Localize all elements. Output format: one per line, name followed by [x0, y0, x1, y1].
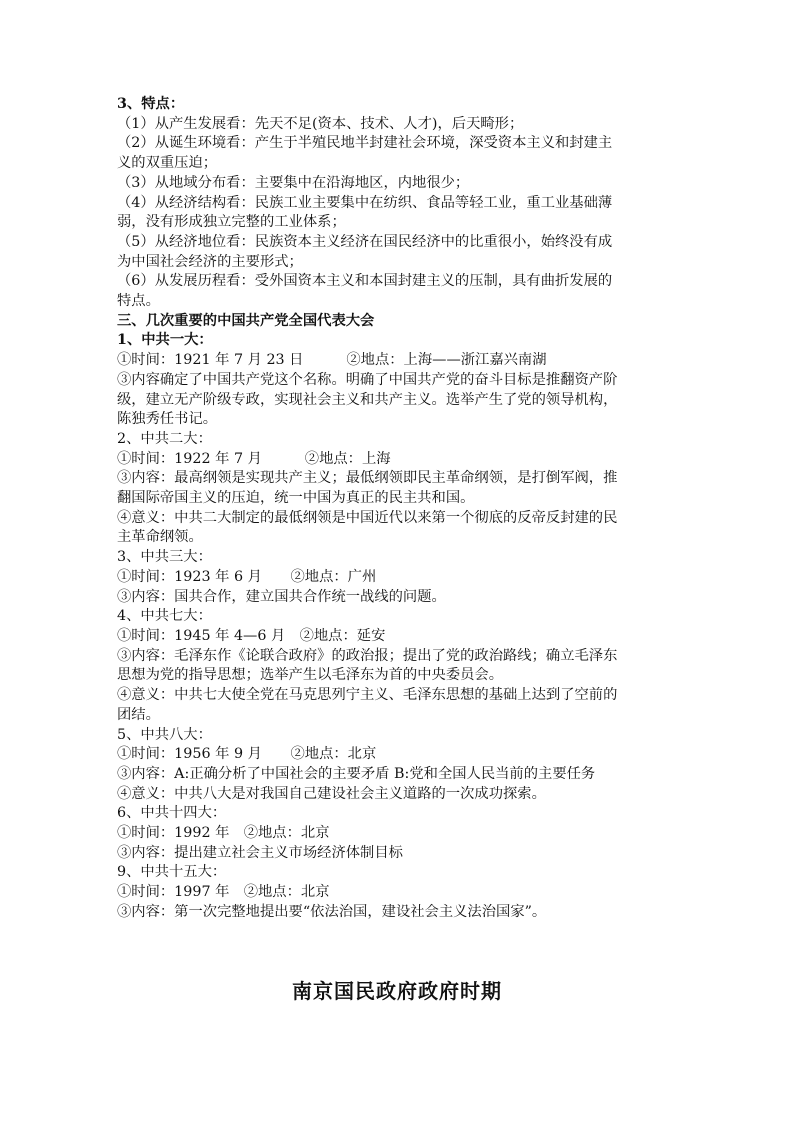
text-line: ③内容：毛泽东作《论联合政府》的政治报；提出了党的政治路线；确立毛泽东: [117, 647, 618, 664]
text-line: （1）从产生发展看：先天不足(资本、技术、人才)，后天畸形；: [117, 115, 524, 132]
text-line: ①时间：1956 年 9 月 ②地点：北京: [117, 746, 377, 763]
document-body: [117, 95, 677, 923]
text-line: （5）从经济地位看：民族资本主义经济在国民经济中的比重很小，始终没有成: [117, 233, 613, 250]
text-line: 级，建立无产阶级专政，实现社会主义和共产主义。选举产生了党的领导机构，: [117, 391, 618, 408]
text-line: ③内容：最高纲领是实现共产主义；最低纲领即民主革命纲领，是打倒军阀，推: [117, 470, 618, 487]
text-line: 义的双重压迫；: [117, 155, 218, 172]
subheading-third-congress: 3、中共三大：: [117, 549, 212, 566]
subheading-eighth-congress: 5、中共八大：: [117, 726, 212, 743]
text-line: 团结。: [117, 706, 160, 723]
text-line: ①时间：1997 年 ②地点：北京: [117, 884, 330, 901]
text-line: ①时间：1922 年 7 月 ②地点：上海: [117, 450, 391, 467]
text-line: ③内容：国共合作，建立国共合作统一战线的问题。: [117, 588, 446, 605]
text-line: ①时间：1923 年 6 月 ②地点：广州: [117, 568, 377, 585]
subheading-fifteenth-congress: 9、中共十五大：: [117, 864, 227, 881]
subheading-first-congress: 1、中共一大：: [117, 332, 213, 349]
section-heading-congresses: 三、几次重要的中国共产党全国代表大会: [117, 312, 375, 329]
text-line: （2）从诞生环境看：产生于半殖民地半封建社会环境，深受资本主义和封建主: [117, 135, 613, 152]
text-line: 主革命纲领。: [117, 529, 203, 546]
text-line: 弱，没有形成独立完整的工业体系；: [117, 214, 346, 231]
subheading-fourteenth-congress: 6、中共十四大：: [117, 805, 227, 822]
text-line: ③内容：A:正确分析了中国社会的主要矛盾 B:党和全国人民当前的主要任务: [117, 765, 596, 782]
text-line: 翻国际帝国主义的压迫，统一中国为真正的民主共和国。: [117, 490, 475, 507]
text-line: 陈独秀任书记。: [117, 411, 218, 428]
text-line: ③内容确定了中国共产党这个名称。明确了中国共产党的奋斗目标是推翻资产阶: [117, 371, 618, 388]
text-line: （4）从经济结构看：民族工业主要集中在纺织、食品等轻工业，重工业基础薄: [117, 194, 613, 211]
section-heading-features: 3、特点：: [117, 96, 185, 112]
chapter-title: 南京国民政府政府时期: [292, 979, 502, 1003]
subheading-seventh-congress: 4、中共七大：: [117, 608, 212, 625]
text-line: ①时间：1992 年 ②地点：北京: [117, 825, 330, 842]
text-line: ③内容：第一次完整地提出要“依法治国，建设社会主义法治国家”。: [117, 903, 547, 920]
text-line: ④意义：中共七大使全党在马克思列宁主义、毛泽东思想的基础上达到了空前的: [117, 687, 618, 704]
subheading-second-congress: 2、中共二大：: [117, 430, 212, 447]
text-line: ①时间：1945 年 4—6 月 ②地点：延安: [117, 627, 386, 644]
text-line: （3）从地域分布看：主要集中在沿海地区，内地很少；: [117, 174, 470, 191]
text-line: ①时间：1921 年 7 月 23 日 ②地点：上海——浙江嘉兴南湖: [117, 352, 547, 369]
text-line: 为中国社会经济的主要形式；: [117, 253, 303, 270]
text-line: ③内容：提出建立社会主义市场经济体制目标: [117, 844, 403, 861]
text-line: 特点。: [117, 293, 160, 310]
text-line: （6）从发展历程看：受外国资本主义和本国封建主义的压制，具有曲折发展的: [117, 273, 613, 290]
text-line: ④意义：中共八大是对我国自己建设社会主义道路的一次成功探索。: [117, 785, 546, 802]
text-line: ④意义：中共二大制定的最低纲领是中国近代以来第一个彻底的反帝反封建的民: [117, 509, 618, 526]
text-line: 思想为党的指导思想；选举产生以毛泽东为首的中央委员会。: [117, 667, 504, 684]
